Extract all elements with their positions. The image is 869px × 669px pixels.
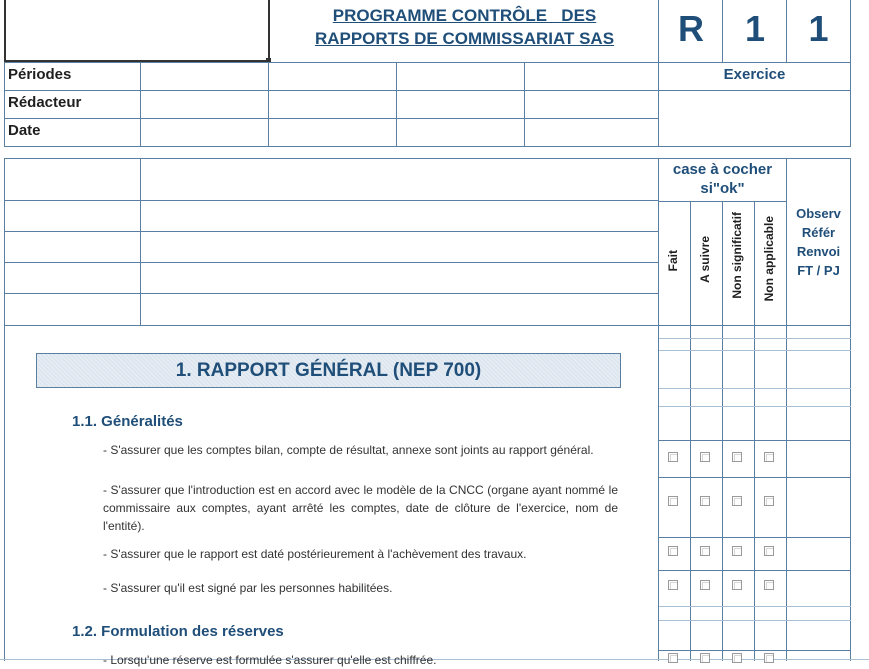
checkbox-non-applicable-row4[interactable] xyxy=(764,580,774,590)
observ-column-header xyxy=(787,204,850,280)
col-non-applicable: Non applicable xyxy=(762,216,776,302)
checkbox-non-significatif-row1[interactable] xyxy=(732,452,742,462)
exercice-field[interactable] xyxy=(659,91,850,146)
document-title xyxy=(272,4,657,50)
item-comptes-joints: - S'assurer que les comptes bilan, compte de résultat, annexe sont joints au rapport général. xyxy=(103,443,594,457)
checkbox-fait-row2[interactable] xyxy=(668,496,678,506)
code-digit-2: 1 xyxy=(808,8,829,49)
checkbox-a-suivre-row1[interactable] xyxy=(700,452,710,462)
checkbox-column-header xyxy=(659,160,786,198)
date-label: Date xyxy=(8,122,41,139)
subsection-title-generalites: 1.1. Généralités xyxy=(72,413,183,430)
checkbox-non-significatif-row4[interactable] xyxy=(732,580,742,590)
item-signature: - S'assurer qu'il est signé par les personnes habilitées. xyxy=(103,581,393,595)
date-field[interactable] xyxy=(141,119,658,146)
item-introduction-modele: - S'assurer que l'introduction est en accord avec le modèle de la CNCC (organe ayant nommé le commissaire aux comptes, ayant arrêté les comptes, date de clôture de l'exercice, nom de l'entité). xyxy=(103,483,618,533)
checkbox-fait-row4[interactable] xyxy=(668,580,678,590)
checkbox-non-applicable-row2[interactable] xyxy=(764,496,774,506)
checkbox-non-significatif-row2[interactable] xyxy=(732,496,742,506)
observ-line-3: Renvoi xyxy=(796,244,841,259)
checkbox-non-significatif-row3[interactable] xyxy=(732,546,742,556)
checkbox-header-line-2: si"ok" xyxy=(700,180,745,197)
redacteur-label: Rédacteur xyxy=(8,94,82,111)
col-fait: Fait xyxy=(666,250,680,272)
checkbox-fait-row3[interactable] xyxy=(668,546,678,556)
item-reserve-chiffree: - Lorsqu'une réserve est formulée s'assurer qu'elle est chiffrée. xyxy=(103,653,437,667)
periodes-field-4[interactable] xyxy=(525,63,658,90)
logo-cell xyxy=(4,0,270,62)
observ-line-1: Observ xyxy=(796,206,841,221)
observ-line-2: Référ xyxy=(801,225,836,240)
checkbox-non-applicable-row1[interactable] xyxy=(764,452,774,462)
code-letter: R xyxy=(678,8,704,49)
checkbox-non-significatif-row5[interactable] xyxy=(732,653,742,663)
periodes-field-2[interactable] xyxy=(269,63,396,90)
checkbox-header-line-1: case à cocher xyxy=(672,161,773,178)
item-rapport-date: - S'assurer que le rapport est daté postérieurement à l'achèvement des travaux. xyxy=(103,547,527,561)
checkbox-fait-row5[interactable] xyxy=(668,653,678,663)
periodes-field-1[interactable] xyxy=(141,63,268,90)
checkbox-non-applicable-row5[interactable] xyxy=(764,653,774,663)
title-line-1: PROGRAMME CONTRÔLE DES xyxy=(332,6,597,25)
checkbox-a-suivre-row5[interactable] xyxy=(700,653,710,663)
code-digit-1: 1 xyxy=(744,8,766,49)
checkbox-a-suivre-row3[interactable] xyxy=(700,546,710,556)
col-a-suivre: A suivre xyxy=(698,236,712,283)
periodes-label: Périodes xyxy=(8,66,72,83)
observ-line-4: FT / PJ xyxy=(797,263,840,278)
periodes-field-3[interactable] xyxy=(397,63,524,90)
title-line-2: RAPPORTS DE COMMISSARIAT SAS xyxy=(314,29,615,48)
subsection-title-reserves: 1.2. Formulation des réserves xyxy=(72,623,284,640)
exercice-label: Exercice xyxy=(723,66,786,83)
checkbox-fait-row1[interactable] xyxy=(668,452,678,462)
checkbox-a-suivre-row4[interactable] xyxy=(700,580,710,590)
section-title-rapport-general: 1. RAPPORT GÉNÉRAL (NEP 700) xyxy=(36,353,621,388)
checkbox-a-suivre-row2[interactable] xyxy=(700,496,710,506)
col-non-significatif: Non significatif xyxy=(730,212,744,299)
redacteur-field[interactable] xyxy=(141,91,658,118)
checkbox-non-applicable-row3[interactable] xyxy=(764,546,774,556)
